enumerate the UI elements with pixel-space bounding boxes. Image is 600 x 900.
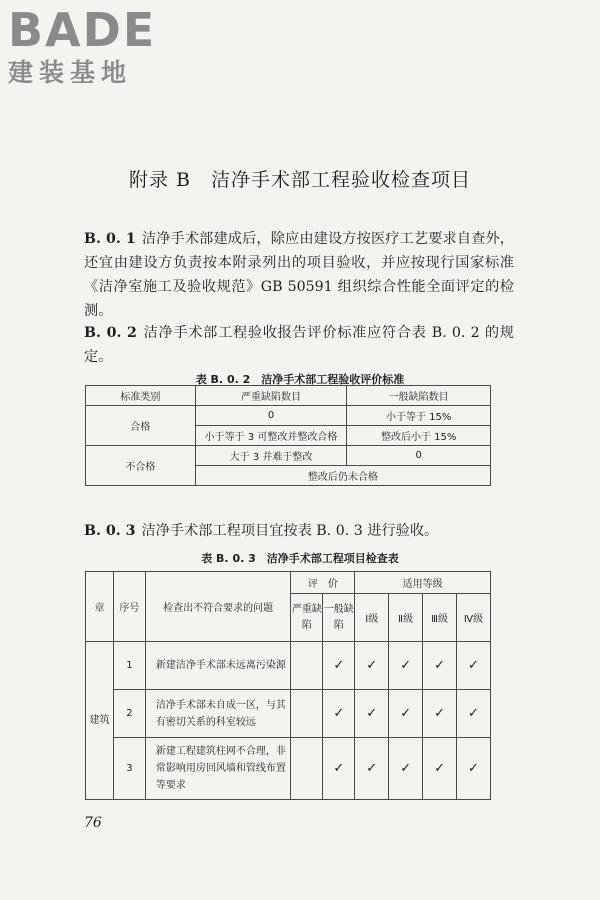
section-b01 <box>84 227 514 323</box>
section-b02 <box>84 321 514 369</box>
section-text: 洁净手术部工程验收报告评价标准应符合表 B. 0. 2 的规定。 <box>84 325 514 365</box>
table-row <box>86 738 491 800</box>
table-header-row <box>86 386 491 406</box>
header-grade-1: Ⅰ级 <box>355 594 389 642</box>
problem-cell: 新建洁净手术部未远离污染源 <box>145 642 291 690</box>
header-evaluation: 评 价 <box>291 572 355 594</box>
check-mark: ✓ <box>457 738 491 800</box>
severe-cell <box>291 738 323 800</box>
header-general-defect: 一般缺陷 <box>323 594 355 642</box>
table-cell: 小于等于 3 可整改并整改合格 <box>195 426 347 446</box>
section-b03 <box>84 519 514 543</box>
header-severe-defect: 严重缺陷 <box>291 594 323 642</box>
table-row <box>86 690 491 738</box>
check-mark: ✓ <box>355 738 389 800</box>
section-text: 洁净手术部建成后，除应由建设方按医疗工艺要求自查外，还宜由建设方负责按本附录列出的项目验收，并应按现行国家标准《洁净室施工及验收规范》GB 50591 组织综合性能全面评定的检测。 <box>84 231 514 319</box>
section-number: B. 0. 1 <box>84 231 136 247</box>
check-mark: ✓ <box>457 642 491 690</box>
section-number: B. 0. 3 <box>84 523 136 539</box>
logo-wordmark <box>8 4 178 56</box>
chapter-cell: 建筑 <box>86 642 114 800</box>
problem-cell: 洁净手术部未自成一区，与其有密切关系的科室较远 <box>145 690 291 738</box>
check-mark: ✓ <box>323 642 355 690</box>
check-mark: ✓ <box>355 642 389 690</box>
section-text: 洁净手术部工程项目宜按表 B. 0. 3 进行验收。 <box>141 523 439 539</box>
category-unqualified: 不合格 <box>86 446 196 486</box>
seq-cell: 3 <box>113 738 145 800</box>
table-cell-merged: 整改后仍未合格 <box>195 466 490 486</box>
table-cell: 0 <box>347 446 491 466</box>
check-mark: ✓ <box>323 690 355 738</box>
table-cell: 小于等于 15% <box>347 406 491 426</box>
table-header-row <box>86 572 491 594</box>
logo-subtitle: 建装基地 <box>8 58 133 87</box>
table-row <box>86 446 491 466</box>
severe-cell <box>291 690 323 738</box>
check-mark: ✓ <box>389 738 423 800</box>
header-grade-2: Ⅱ级 <box>389 594 423 642</box>
header-problem: 检查出不符合要求的问题 <box>145 572 291 642</box>
evaluation-standard-table <box>85 385 491 486</box>
header-chapter: 章 <box>86 572 114 642</box>
table-row <box>86 406 491 426</box>
table1-caption: 表 B. 0. 2 洁净手术部工程验收评价标准 <box>195 373 405 386</box>
appendix-title: 附录 B 洁净手术部工程验收检查项目 <box>128 169 471 191</box>
problem-cell: 新建工程建筑柱网不合理，非常影响用房回风墙和管线布置等要求 <box>145 738 291 800</box>
check-mark: ✓ <box>389 642 423 690</box>
check-mark: ✓ <box>355 690 389 738</box>
table-cell: 大于 3 并难于整改 <box>195 446 347 466</box>
header-grade: 适用等级 <box>355 572 491 594</box>
inspection-checklist-table <box>85 571 491 800</box>
seq-cell: 1 <box>113 642 145 690</box>
check-mark: ✓ <box>423 738 457 800</box>
check-mark: ✓ <box>457 690 491 738</box>
table-cell: 整改后小于 15% <box>347 426 491 446</box>
logo-brand-text: BADE <box>8 3 157 57</box>
table-cell: 0 <box>195 406 347 426</box>
severe-cell <box>291 642 323 690</box>
check-mark: ✓ <box>323 738 355 800</box>
check-mark: ✓ <box>423 642 457 690</box>
seq-cell: 2 <box>113 690 145 738</box>
category-qualified: 合格 <box>86 406 196 446</box>
header-cell: 标准类别 <box>86 386 196 406</box>
check-mark: ✓ <box>389 690 423 738</box>
brand-logo <box>8 4 178 88</box>
header-cell: 严重缺陷数目 <box>195 386 347 406</box>
header-seq: 序号 <box>113 572 145 642</box>
header-grade-3: Ⅲ级 <box>423 594 457 642</box>
page-number: 76 <box>84 815 102 831</box>
table-row <box>86 642 491 690</box>
section-number: B. 0. 2 <box>84 325 137 341</box>
check-mark: ✓ <box>423 690 457 738</box>
header-grade-4: Ⅳ级 <box>457 594 491 642</box>
header-cell: 一般缺陷数目 <box>347 386 491 406</box>
table2-caption: 表 B. 0. 3 洁净手术部工程项目检查表 <box>201 552 399 565</box>
